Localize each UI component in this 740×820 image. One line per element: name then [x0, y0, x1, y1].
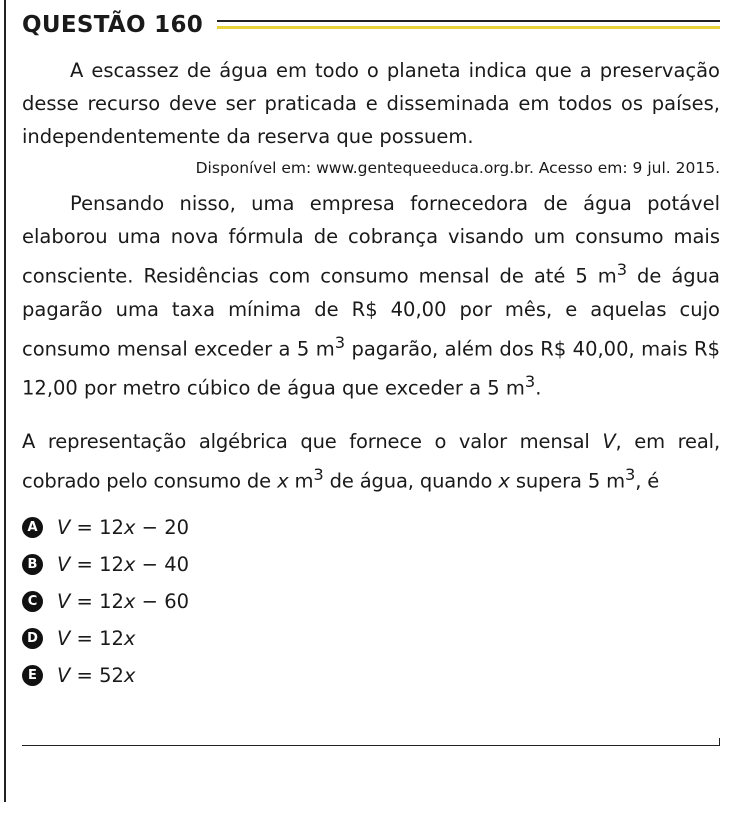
- passage-paragraph-1: A escassez de água em todo o planeta indica que a preservação desse recurso deve ser praticada e disseminada em todos os países, independentemente da reserva que possuem.: [22, 59, 720, 148]
- answer-options: [22, 509, 720, 694]
- left-margin-rule: [4, 0, 6, 802]
- option-letter-badge: E: [22, 665, 43, 686]
- option-c[interactable]: [22, 583, 720, 620]
- option-letter-badge: C: [22, 591, 43, 612]
- option-d[interactable]: [22, 620, 720, 657]
- option-formula: V = 12x − 40: [57, 553, 190, 576]
- question-title: QUESTÃO 160: [22, 12, 204, 38]
- option-e[interactable]: [22, 657, 720, 694]
- question-header: [22, 8, 720, 42]
- option-letter-badge: A: [22, 517, 43, 538]
- title-decoration-lines: [217, 19, 720, 31]
- passage-source: Disponível em: www.gentequeeduca.org.br. Acesso em: 9 jul. 2015.: [195, 159, 720, 177]
- option-formula: V = 12x − 60: [57, 590, 190, 613]
- passage-paragraph-2: Pensando nisso, uma empresa fornecedora de água potável elaborou uma nova fórmula de cobrança visando um consumo mais consciente. Residências com consumo mensal de até 5 $m^3$ de água pagarão uma taxa mínima de R$ 40,00 por mês, e aquelas cujo consumo mensal exceder a 5 $m^3$ pagarão, além dos R$ 40,00, mais R$ 12,00 por metro cúbico de água que exceder a 5 $m^3$.: [22, 192, 720, 400]
- option-formula: V = 12x − 20: [57, 516, 190, 539]
- question-prompt: A representação algébrica que fornece o valor mensal V, em real, cobrado pelo consumo de x $m^3$ de água, quando x supera 5 $m^3$, é: [22, 429, 720, 492]
- option-a[interactable]: [22, 509, 720, 546]
- question-body: [22, 54, 720, 694]
- footer-rule-tick: [719, 738, 720, 746]
- option-formula: V = 12x: [57, 627, 136, 650]
- option-letter-badge: D: [22, 628, 43, 649]
- option-formula: V = 52x: [57, 664, 136, 687]
- option-b[interactable]: [22, 546, 720, 583]
- option-letter-badge: B: [22, 554, 43, 575]
- footer-rule: [22, 745, 720, 746]
